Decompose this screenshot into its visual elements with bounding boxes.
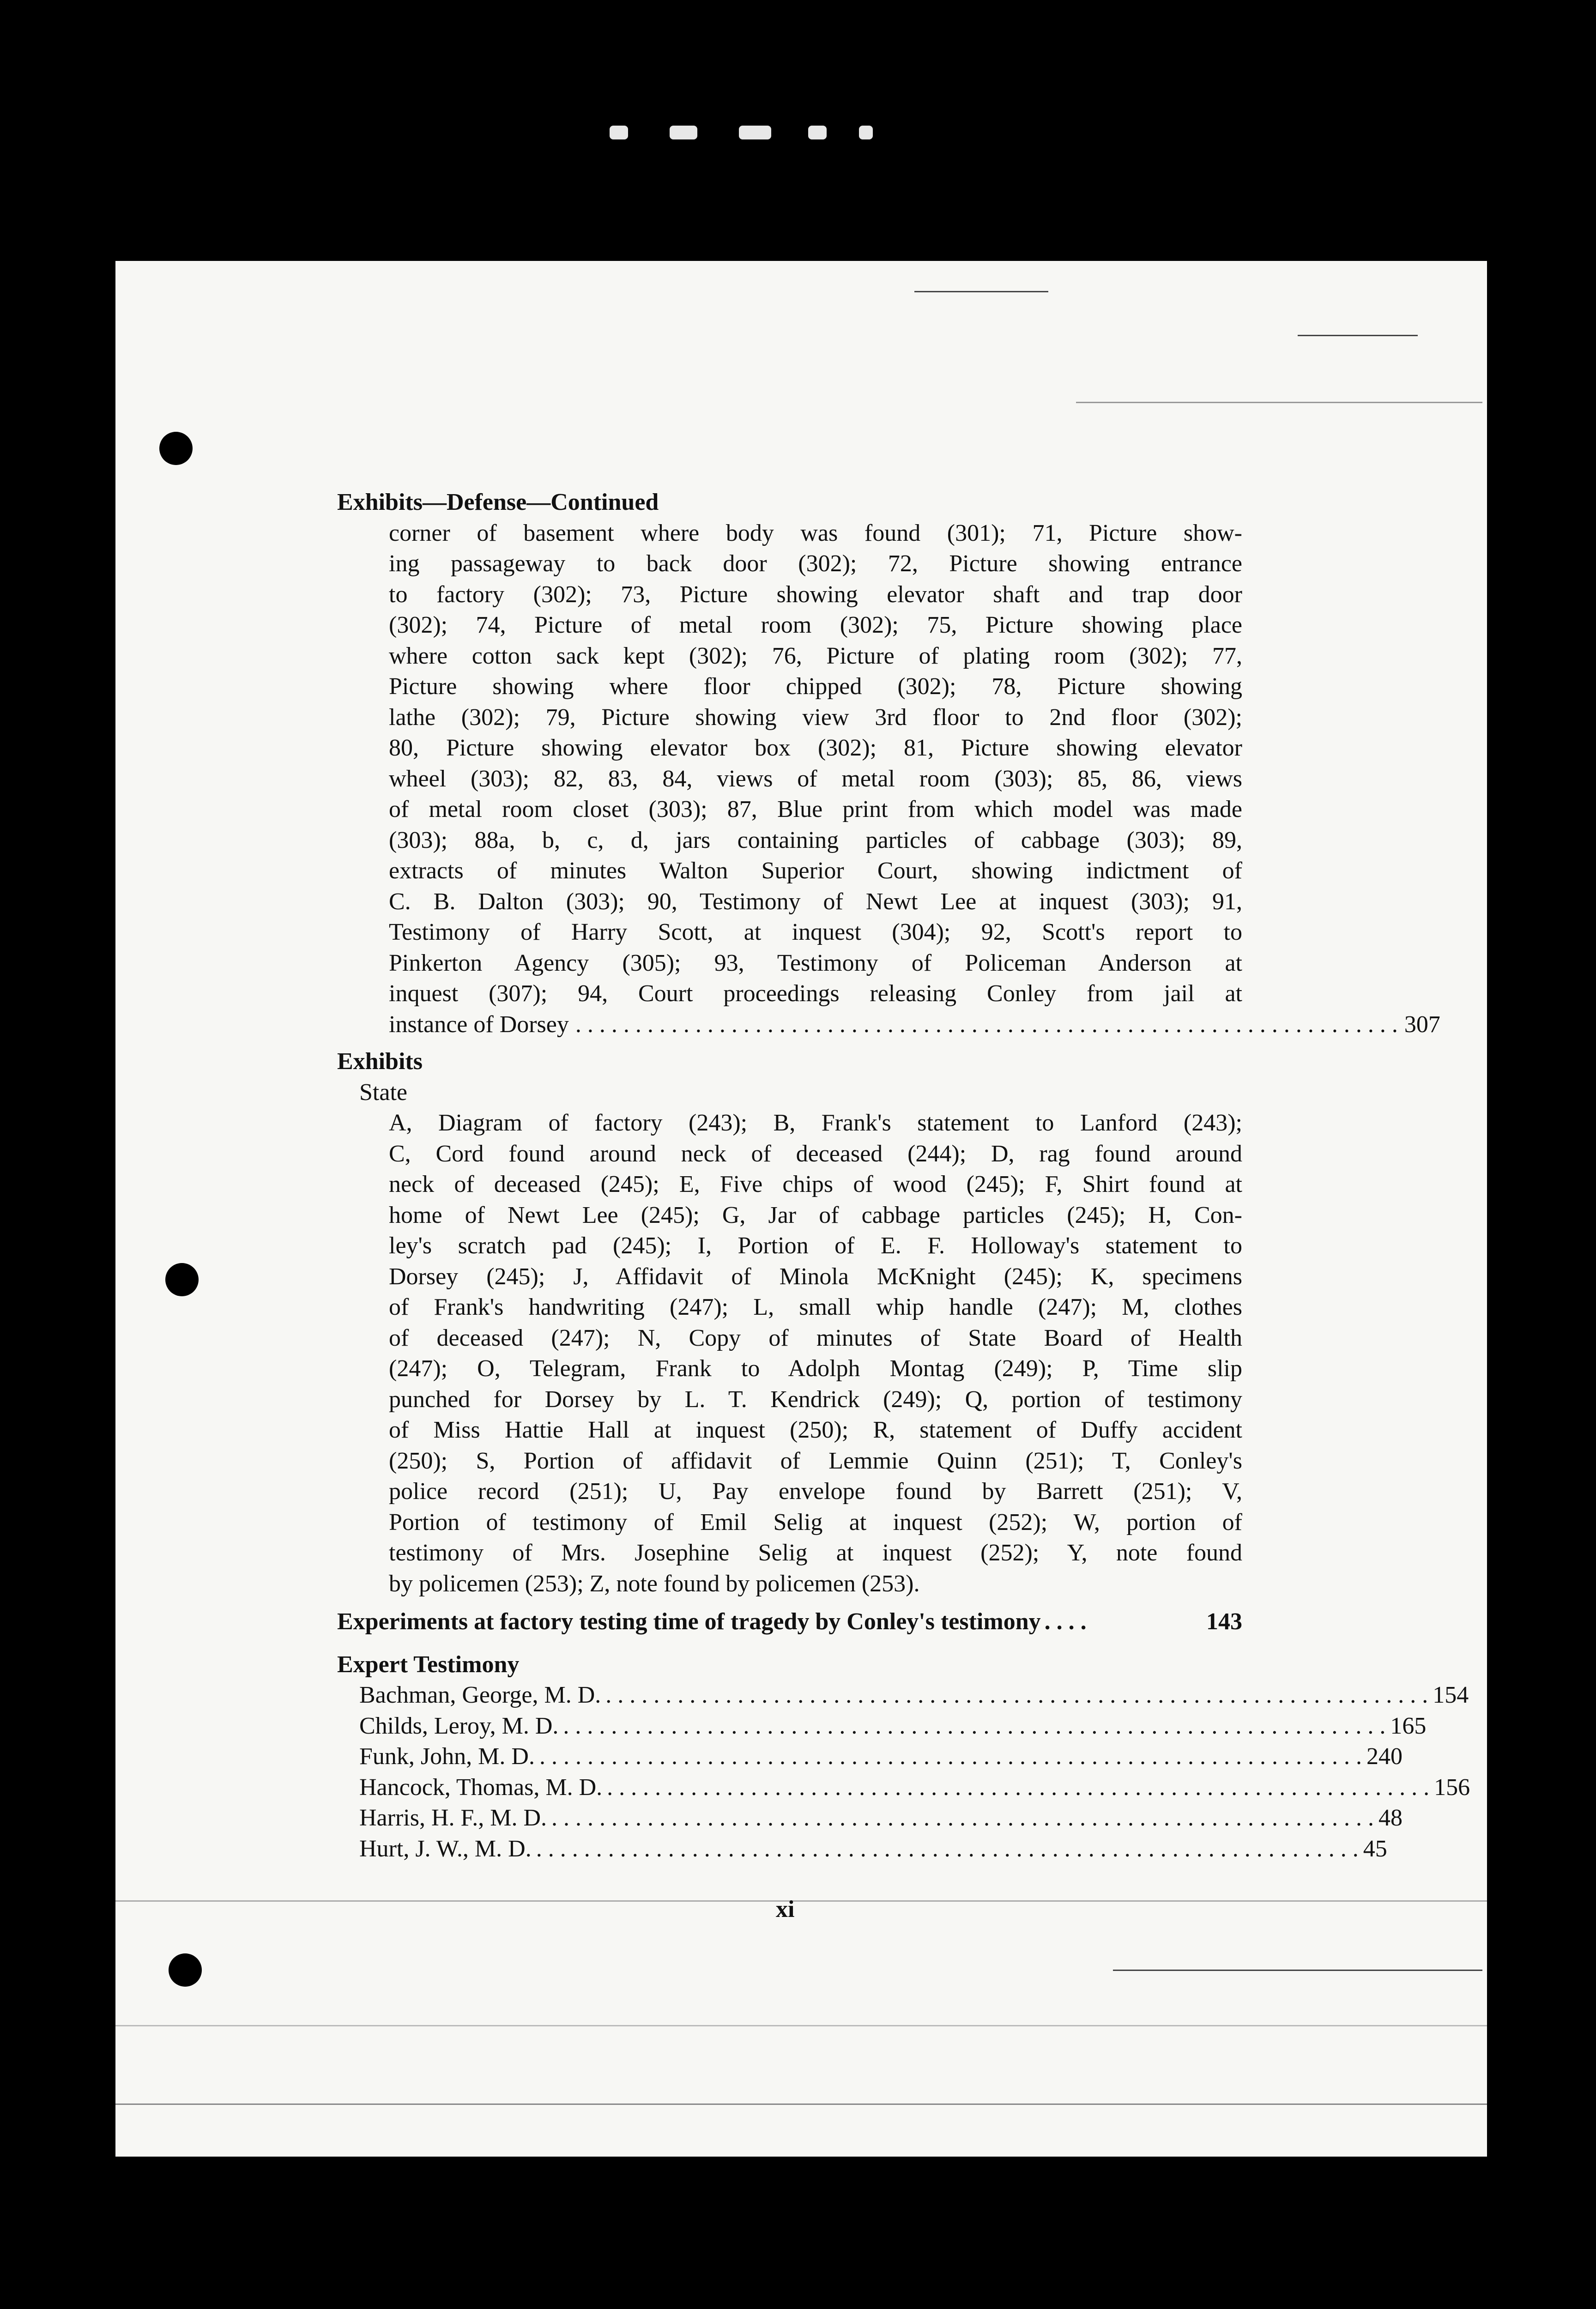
scan-mark [115, 2103, 1487, 2105]
text-line: home of Newt Lee (245); G, Jar of cabbage particles (245); H, Con- [389, 1202, 1242, 1228]
text-line: Picture showing where floor chipped (302); 78, Picture showing [389, 673, 1242, 700]
index-entry [337, 1680, 1469, 1711]
punch-hole [159, 432, 193, 465]
entry-text: instance of Dorsey [389, 1011, 569, 1038]
punch-hole [165, 1263, 199, 1296]
text-line: inquest (307); 94, Court proceedings releasing Conley from jail at [389, 980, 1242, 1007]
index-content [337, 487, 1470, 1864]
entry-page: 307 [1404, 1011, 1440, 1038]
scan-mark [1113, 1970, 1482, 1971]
entry-text: Bachman, George, M. D. [359, 1682, 601, 1708]
dot-leader: . . . . . . . . . . . . . . . . . . . . . . . . . . . . . . . . . . . . . . . . . . . . . . . . . . . . . . . . . . . . . . . . . . . . . [605, 1682, 1428, 1708]
text-line: Dorsey (245); J, Affidavit of Minola McKnight (245); K, specimens [389, 1263, 1242, 1290]
text-line: extracts of minutes Walton Superior Court, showing indictment of [389, 858, 1242, 884]
entry-page: 156 [1434, 1774, 1470, 1801]
dot-leader: . . . . . . . . . . . . . . . . . . . . . . . . . . . . . . . . . . . . . . . . . . . . . . . . . . . . . . . . . . . . . . . . . . . . . [536, 1835, 1359, 1862]
section-heading: Expert Testimony [337, 1651, 520, 1678]
scan-mark [115, 2025, 1487, 2026]
subheading: State [359, 1079, 407, 1106]
entry-text: Funk, John, M. D. [359, 1743, 535, 1770]
entry-page: 154 [1433, 1682, 1469, 1708]
text-line: Pinkerton Agency (305); 93, Testimony of Policeman Anderson at [389, 949, 1242, 976]
index-entry [337, 1607, 1242, 1638]
text-line: by policemen (253); Z, note found by policemen (253). [389, 1570, 920, 1597]
entry-page: 45 [1363, 1835, 1387, 1862]
index-entry [337, 1741, 1403, 1772]
scan-mark [115, 1900, 1487, 1902]
scan-artifact [610, 121, 896, 149]
index-entry [337, 1803, 1403, 1834]
text-line: wheel (303); 82, 83, 84, views of metal room (303); 85, 86, views [389, 765, 1242, 792]
index-entry [337, 1772, 1470, 1803]
dot-leader: . . . . . . . . . . . . . . . . . . . . . . . . . . . . . . . . . . . . . . . . . . . . . . . . . . . . . . . . . . . . . . . . . . . . . [563, 1712, 1386, 1739]
text-line: A, Diagram of factory (243); B, Frank's statement to Lanford (243); [389, 1110, 1242, 1136]
text-line: neck of deceased (245); E, Five chips of wood (245); F, Shirt found at [389, 1171, 1242, 1197]
page-number: xi [776, 1896, 795, 1922]
scan-mark [1298, 335, 1418, 336]
text-line: (302); 74, Picture of metal room (302); 75, Picture showing place [389, 612, 1242, 638]
text-line: (303); 88a, b, c, d, jars containing particles of cabbage (303); 89, [389, 827, 1242, 853]
text-line: (247); O, Telegram, Frank to Adolph Montag (249); P, Time slip [389, 1355, 1242, 1382]
section-heading: Exhibits—Defense—Continued [337, 489, 659, 515]
text-line: Portion of testimony of Emil Selig at inquest (252); W, portion of [389, 1509, 1242, 1535]
text-line: (250); S, Portion of affidavit of Lemmie Quinn (251); T, Conley's [389, 1447, 1242, 1474]
text-line: punched for Dorsey by L. T. Kendrick (249); Q, portion of testimony [389, 1386, 1242, 1413]
text-line: Testimony of Harry Scott, at inquest (304); 92, Scott's report to [389, 919, 1242, 945]
text-line: 80, Picture showing elevator box (302); 81, Picture showing elevator [389, 735, 1242, 761]
dot-leader: . . . . . . . . . . . . . . . . . . . . . . . . . . . . . . . . . . . . . . . . . . . . . . . . . . . . . . . . . . . . . . . . . . . . . [607, 1774, 1430, 1801]
index-entry [337, 1834, 1387, 1865]
text-line: C, Cord found around neck of deceased (244); D, rag found around [389, 1140, 1242, 1167]
dot-leader: . . . . . . . . . . . . . . . . . . . . . . . . . . . . . . . . . . . . . . . . . . . . . . . . . . . . . . . . . . . . . . . . . . . . . [551, 1805, 1374, 1831]
text-line: of Frank's handwriting (247); L, small whip handle (247); M, clothes [389, 1294, 1242, 1320]
document-page [115, 261, 1487, 2157]
dot-leader: . . . . . . . . . . . . . . . . . . . . . . . . . . . . . . . . . . . . . . . . . . . . . . . . . . . . . . . . . . . . . . . . . . . . . [539, 1743, 1362, 1770]
entry-page: 165 [1390, 1712, 1427, 1739]
text-line: ing passageway to back door (302); 72, Picture showing entrance [389, 550, 1242, 577]
entry-text: Hancock, Thomas, M. D. [359, 1774, 603, 1801]
text-line: to factory (302); 73, Picture showing elevator shaft and trap door [389, 581, 1242, 608]
dot-leader: . . . . . . . . . . . . . . . . . . . . . . . . . . . . . . . . . . . . . . . . . . . . . . . . . . . . . . . . . . . . . . . . . . . . . [575, 1011, 1398, 1038]
entry-page: 48 [1378, 1805, 1403, 1831]
entry-text: Experiments at factory testing time of tragedy by Conley's testimony [337, 1608, 1041, 1635]
text-line: ley's scratch pad (245); I, Portion of E. F. Holloway's statement to [389, 1233, 1242, 1259]
entry-text: Childs, Leroy, M. D. [359, 1712, 559, 1739]
index-entry [337, 1711, 1427, 1742]
punch-hole [169, 1953, 202, 1987]
text-line: lathe (302); 79, Picture showing view 3rd floor to 2nd floor (302); [389, 704, 1242, 731]
text-line: C. B. Dalton (303); 90, Testimony of Newt Lee at inquest (303); 91, [389, 888, 1242, 915]
section-heading: Exhibits [337, 1048, 423, 1075]
entry-text: Harris, H. F., M. D. [359, 1805, 547, 1831]
text-line: police record (251); U, Pay envelope found by Barrett (251); V, [389, 1478, 1242, 1505]
entry-page: 240 [1366, 1743, 1403, 1770]
scan-mark [914, 291, 1048, 292]
index-entry [337, 1009, 1440, 1040]
entry-page: 143 [1206, 1608, 1242, 1635]
scan-mark [1076, 402, 1482, 403]
text-line: of Miss Hattie Hall at inquest (250); R, statement of Duffy accident [389, 1417, 1242, 1443]
entry-text: Hurt, J. W., M. D. [359, 1835, 532, 1862]
text-line: of metal room closet (303); 87, Blue print from which model was made [389, 796, 1242, 822]
text-line: of deceased (247); N, Copy of minutes of State Board of Health [389, 1324, 1242, 1351]
text-line: testimony of Mrs. Josephine Selig at inquest (252); Y, note found [389, 1540, 1242, 1566]
text-line: corner of basement where body was found (301); 71, Picture show- [389, 520, 1242, 546]
text-line: where cotton sack kept (302); 76, Picture of plating room (302); 77, [389, 642, 1242, 669]
dot-leader: . . . . [1044, 1608, 1087, 1635]
